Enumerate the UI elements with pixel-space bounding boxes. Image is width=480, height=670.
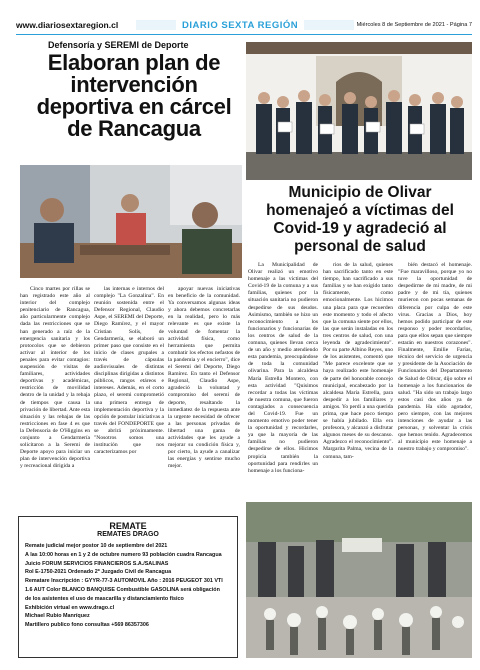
article1-column-3: [168, 286, 240, 506]
article2-photo-ceremony: [246, 502, 472, 658]
notice-line: Rol E-1750-2021 Ordenado 2º Juzgado Civil de Rancagua: [25, 569, 172, 576]
article1-column-1: [20, 286, 90, 506]
notice-line: A las 10:00 horas en 1 y 2 de octubre numero 93 población cuadra Rancagua: [25, 551, 222, 558]
article2-text: rios de la salud, quienes han sacrificado tanto en este tiempo, han sacrificado a sus familias y se han exigido tanto físicamente, como emocionalmente. Los hicimos una placa para que recuerden este momento y todo el afecto que la comuna siente por ellos, las que serán instaladas en los tres centros de salud, con una leyenda de agradecimiento". Por su parte Albino Reyes, uno de los asistentes, comentó que "Me parece excelente que se haya realizado este homenaje de parte del honorable concejo municipal, encabezado por la alcaldesa María Estrella, para despedir a los familiares y amigos. Yo perdí a una querida prima, que hace poco tiempo se había jubilado. Ella era profesora, y alcanzó a disfrutar algunos meses de su descanso. Agradezco el reconocimiento". Margarita Palma, vecina de la comuna, tam-: [323, 262, 393, 460]
issue-date: Miércoles 8 de Septiembre de 2021 - Página 7: [356, 22, 472, 28]
auction-notice: [18, 516, 238, 658]
masthead-rule: [16, 34, 472, 35]
article2-column-2: [323, 262, 393, 498]
site-url[interactable]: www.diariosextaregion.cl: [16, 20, 119, 30]
notice-line: de los asistentes el uso de mascarilla y distanciamiento físico: [25, 595, 184, 602]
notice-line: Remate judicial mejor postor 10 de septiembre del 2021: [25, 543, 168, 549]
article1-headline: Elaboran plan de intervención deportiva en cárcel de Rancagua: [36, 50, 232, 141]
article2-text: La Municipalidad de Olivar realizó un emotivo homenaje a las víctimas del Covid-19 de la comuna y a sus familias, quienes por la situación sanitaria no pudieron despedirse de sus deudos. Asimismo, también se hizo un reconocimiento a los funcionarios y funcionarias de los centros de salud de la comuna, quienes llevan cerca de un año y medio atendiendo esta pandemia, preocupándose de toda la comunidad olivarina. Para la alcaldesa María Estrella Montero, con esta actividad "Quisimos recordar a todas las víctimas de nuestra comuna, que fueron contagiados a consecuencia del Covid-19. Fue un momento emotivo poder tener la oportunidad y recordarles, ya que la mayoría de las familias no pudieron despedirse de ellos. Hicimos propicia también la oportunidad para rendirles un homenaje a los funciona-: [248, 262, 318, 474]
article2-column-1: [248, 262, 318, 498]
notice-line: Martillero publico fono consultas +569 86357306: [25, 622, 149, 629]
article1-text: las internas e internos del complejo "La Gonzalina". En reunión sostenida entre el Defensor Regional, Claudio Aspe, el SEREMI del Deporte, Diego Ramírez, y el mayor Cristian Solís, de Gendarmería, se elaboró un primer paso que consiste en el inicio de clases grupales a través de cápsulas audiovisuales de distintas disciplinas dirigidas a distintos públicos, rangos etáreos e intereses. Además, en el corto plazo, el seremi comprometió una primera entrega de implementación deportiva y la opción de postular iniciativas a través del FONDEPORTE que se abrirá próximamente. "Nosotros somos una institución que nos caracterizamos por: [94, 286, 164, 456]
article1-text: Cinco martes por rillas se han registrado este año al interior del complejo penitenciario de Rancagua, año particularmente complejo dada las restricciones que se han generado a raíz de la emergencia sanitaria y los protocolos que se debieron activar al interior de los penales para evitar contagios: suspensión de visitas de familiares, actividades deportivas y académicas, restricción de movilidad dentro de la unidad y la rebaja de tiempos que causa la privación de libertad. Ante esta situación y las rebajas de las restricciones en fase 4 es que la Defensoría de O'Higgins en conjunto a Gendarmería solicitaron a la Seremi de Deporte apoyo para iniciar un plan de intervención deportiva y recreacional dirigida a: [20, 286, 90, 470]
notice-line: Rematare Inscripción : GYYR-77-3 AUTOMOVIL Año : 2016 PEUGEOT 301 VTI: [25, 578, 223, 585]
masthead-bar: [136, 20, 354, 30]
notice-title: REMATE: [109, 521, 147, 531]
article2-headline: Municipio de Olivar homenajeó a víctimas del Covid-19 y agradeció al personal de salud: [266, 184, 454, 255]
notice-line: 1.6 AUT Color BLANCO BANQUISE Combustible GASOLINA será obligación: [25, 586, 220, 593]
notice-subtitle: REMATES DRAGO: [97, 531, 159, 538]
article1-text: apoyar nuevas iniciativas en beneficio de la comunidad. Ya conversamos algunas ideas y ahora debemos concretarlas en la realidad, pero lo más relevante es que existe la voluntad de fomentar la actividad física, como herramienta que permita combatir los efectos nefastos de la pandemia y el encierro", dice el Seremi del Deporte, Diego Ramírez. En tanto el Defensor Regional, Claudio Aspe, agradeció la voluntad y compromiso del seremi de deporte, resaltando la inmediatez de la respuesta ante la urgente necesidad de ofrecer a las personas privadas de libertad una gama de actividades que les ayude a mejorar su condición física y, por cierto, la ayude a canalizar las energías y sentirse mucho mejor.: [168, 286, 240, 470]
article2-column-3: [398, 262, 472, 498]
article1-photo: [20, 165, 242, 278]
article1-kicker: Defensoría y SEREMI de Deporte: [48, 40, 189, 50]
notice-line: Juicio FORUM SERVICIOS FINANCIEROS S.A./SALINAS: [25, 560, 169, 567]
article1-column-2: [94, 286, 164, 506]
masthead: [16, 18, 472, 32]
notice-line: Michael Rubio Manríquez: [25, 613, 90, 620]
article2-photo: [246, 42, 472, 180]
notice-line-link[interactable]: Exhibición virtual en www.drago.cl: [25, 604, 115, 611]
paper-name: DIARIO SEXTA REGIÓN: [176, 20, 304, 31]
article2-text: bién destacó el homenaje. "Fue maravilloso, porque yo no tuve la oportunidad de despedirme de mi madre, de mi padre y de mi tía, quienes murieron con pocas semanas de diferencia por culpa de este virus. Gracias a Dios, hoy hemos podido participar de este responso y poder recordarlos, para que ellos sepan que siempre estarán en nuestros corazones". Finalmente, Emilie Farías, técnico del servicio de urgencia y presidente de la Asociación de Funcionarios del Departamento de Salud de Olivar, dijo sobre el homenaje a los funcionarios de salud. "Ha sido un trabajo largo estos casi dos años ya de pandemia. Ha sido agotador, pero siempre, con las mejores intenciones de ayudar a las personas, y solventar la crisis que hemos tenido. Agradecemos al municipio este homenaje a nuestro trabajo y compromiso".: [398, 262, 472, 453]
